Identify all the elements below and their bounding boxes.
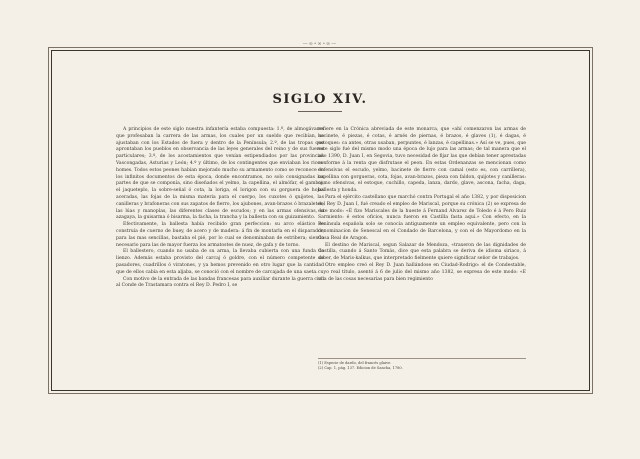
paragraph: Otro empleo creó el Rey D. Juan hallándose en Ciudad-Rodrigo: el de Condestable, cuyo real título, asentó á 6 de julio del mismo año 1382, se expresa de este modo: «E una de las cosas necesarias para bien regimiento — [318, 262, 526, 282]
paragraph: El ballestero, cuando no usaba de su arma, la llevaba cubierta con una funda de lienzo. Además estaba provisto del carcaj ó goldre, con el número competente de pasadores, cuadrillos ó viratones, y ya hemos prevenido en otro lugar que la cantidad que de ellos cabía en esta aljaba, se conoció con el nombre de carcajada de una saeta. — [116, 249, 324, 275]
top-ornament: —∞∘∞∘∞— — [302, 41, 338, 47]
left-column — [116, 127, 324, 290]
page-title: SIGLO XIV. — [272, 92, 368, 107]
paragraph: Con motivo de la entrada de las bandas francesas para auxiliar durante la guerra civil al Conde de Trastamara contra el Rey D. Pedro I, se — [116, 276, 324, 289]
paragraph: Para el ejército castellano que marchó contra Portugal el año 1382, y por disposicion del Rey D. Juan I, fué creado el empleo de Mariscal, porque su crónica (2) se expresa de este modo: «É fizo Mariscales de la hueste á Fernand Alvarez de Toledo é á Pero Ruiz Sarmiento: é estos oficios, nunca fueron en Castilla fasta aquí.» Con efecto, en la Península española solo se conocía antiguamente un empleo equivalente, pero con la denominacion de Senescal en el Condado de Barcelona, y con el de Mayordomo en la Casa Real de Aragon. — [318, 194, 526, 241]
paragraph: refiere en la Crónica abreviada de este monarca, que «ahí comenzaron las armas de bacinete, é piezas, é cotas, é arnés de piernas, é brazos, é glaves (1), é dagas, é estoques: ca antes, otras usaban, perpuntes, é lanzas, é capellinas.» Así se ve, pues, que este siglo fué del mismo modo una época de lujo para las armas; de tal manera que el año 1390, D. Juan I, en Segovia, tuvo necesidad de fijar las que debían tener aprestadas conforme á la renta que disfrutase el peon. En estas Ordenanzas se mencionan como defensivas el escudo, yelmo, bacinete de fierro con camal (esto es, con carrillera), capellina con gorgueras, cota, fojas, avan-brazos, pieza con faldon, quijotes y canilleras: como ofensivas, el estoque, cuchillo, capeda, lanza, dardo, glave, ascona, fachа, daga, ballesta y honda. — [318, 127, 526, 194]
footnotes — [318, 358, 526, 371]
right-column — [318, 127, 526, 283]
paragraph: A principios de este siglo nuestra infantería estaba compuesta: 1.º, de almogávares que profesaban la carrera de las armas, los cuales por un sueldo que recibían, se ajustaban con los Estados de fuera y dentro de la Península; 2.º, de las tropas que aprontaban los pueblos en observancia de las leyes generales del reino y de sus fueros particulares; 3.º, de los acostamientos que venían estipendiados por las provincias Vascongadas, Asturias y León; 4.º y último, de los contingentes que enviaban los ricos-homes. Todos estos peones habían mejorado mucho su armamento como se reconoce en los infinitos documentos de esta época, donde encontramos, no solo consignadas las partes de que se componía, sino diseñados el yelmo, la capellina, el almófar, el gambaj, el jaqueteplo, la sobre-señal ó cota, la loriga, el lorigon con su gorguera de hojas aceradas, las fojas de la misma materia para el cuerpo, los cuxotes ó quijotes, las canilleras y brafoneras con sus zapatos de fierro, los ajubones, avan-brazos ó brazaletes; las lúas y manoplas, las diferentes clases de escudos; y en las armas ofensivas, la azagaya, la guisarma ó bisarma, la fachа, la trancha y la ballesta con su guizamiento. — [116, 127, 324, 221]
title-rule — [298, 111, 342, 112]
paragraph: Efectivamente, la ballesta había recibido gran perfeccion: su arco elástico se construía de cuerno de buey, de acero y de madera: á fin de montarla en el disparador, para las mas sencillas, bastaba el pié, por lo cual se denominaban de estribera; siendo necesario para las de mayor fuerza los armatostes de nuez, de gafa y de torno. — [116, 222, 324, 248]
footnote: (1) Especie de dardo, del francés glaive. — [318, 361, 392, 365]
paragraph: El destino de Mariscal, segun Salazar de Mendoza, «traxeron de las dignidades de Castilla, cuando á Santo Tomás, dice que esta palabra se deriva de idioma siriaco, á saber, de Maris-kalkus, que interpretado fielmente quiere significar señor de trabajos. — [318, 242, 526, 262]
footnote: (2) Cap. 1, pág. 137. Edicion de Sancha, 1780. — [318, 366, 403, 370]
